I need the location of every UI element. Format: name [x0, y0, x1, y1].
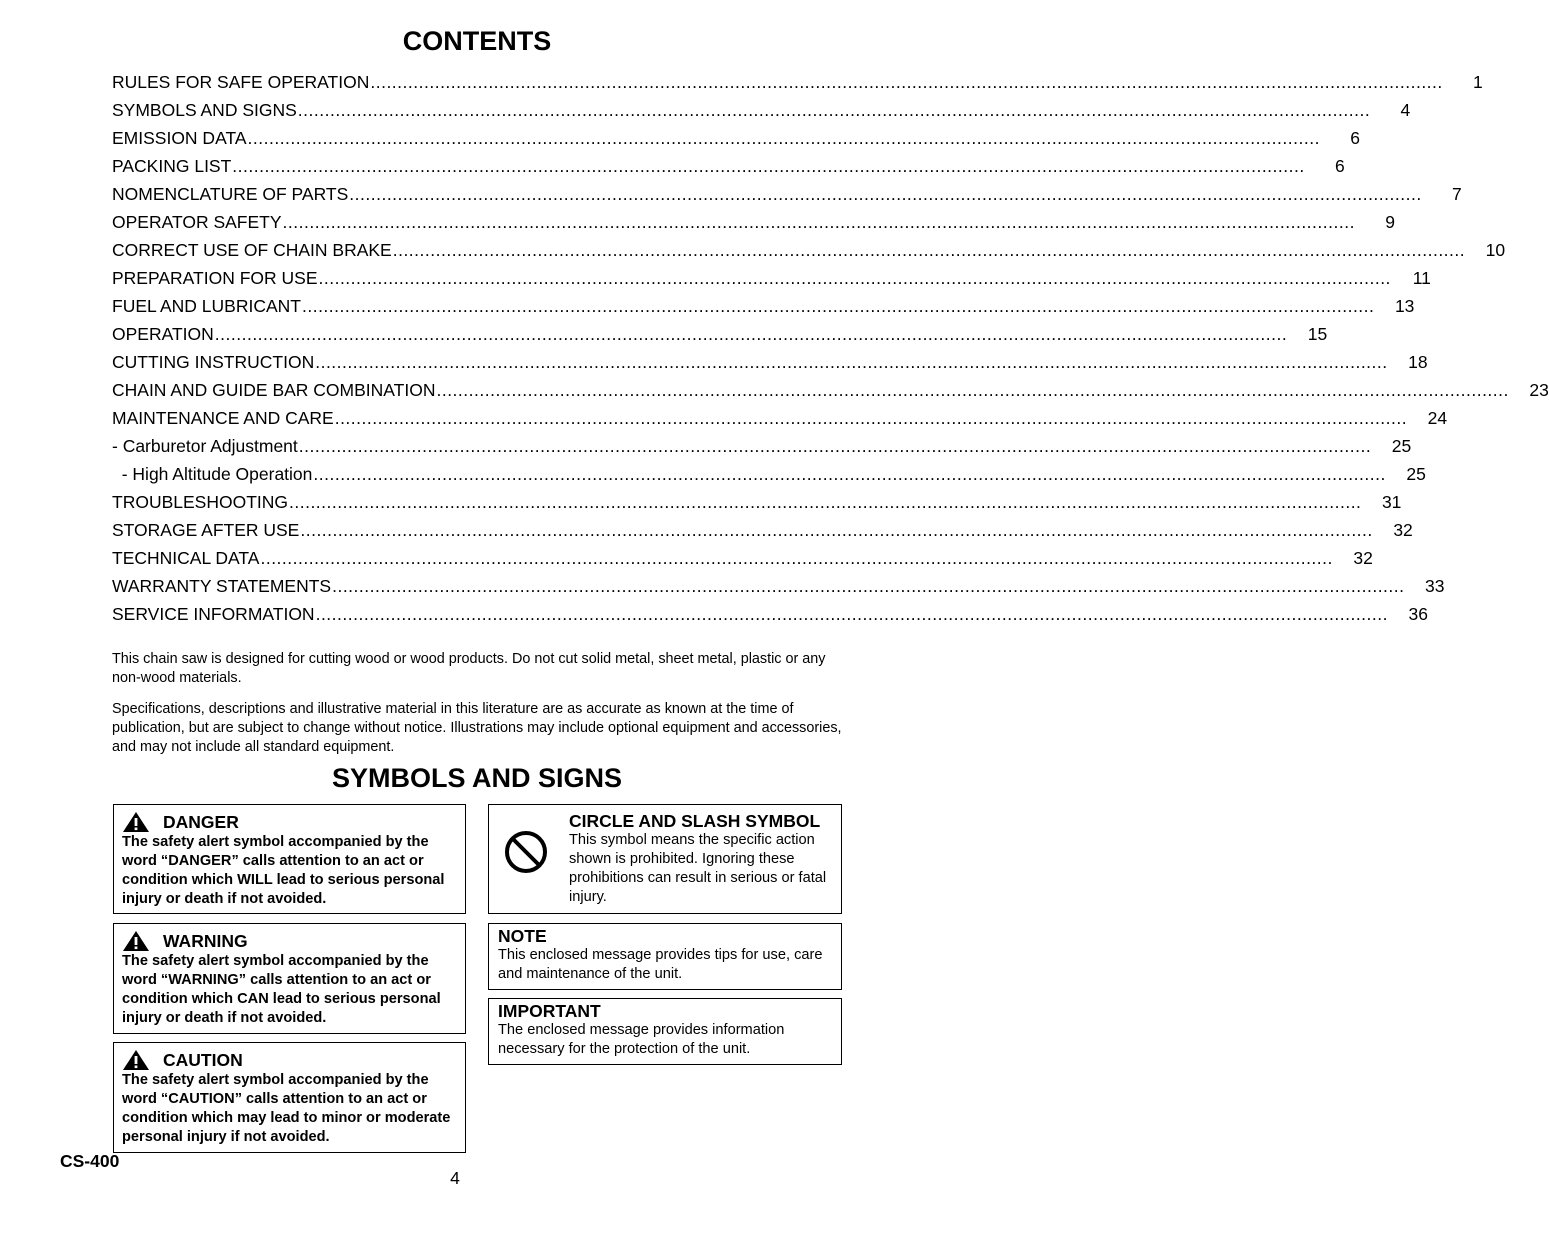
toc-entry-page: 15: [1307, 324, 1328, 344]
toc-entry: [112, 544, 1373, 572]
toc-entry-page: 32: [1353, 548, 1373, 568]
important-heading: IMPORTANT: [498, 1001, 601, 1021]
toc-entry: [112, 68, 1483, 96]
toc-entry: [112, 460, 1426, 488]
toc-leader-dots: ........................................................................................................................................................................................................: [392, 240, 1466, 260]
toc-entry: [112, 600, 1428, 628]
toc-entry-label: WARRANTY STATEMENTS: [112, 576, 332, 596]
model-label: CS-400: [60, 1151, 120, 1171]
toc-entry-page: 11: [1412, 268, 1431, 288]
toc-entry: [112, 208, 1395, 236]
toc-entry: [112, 152, 1345, 180]
toc-entry: [112, 572, 1445, 600]
toc-entry-label: TECHNICAL DATA: [112, 548, 260, 568]
toc-entry-page: 10: [1485, 240, 1506, 260]
toc-entry-page: 24: [1427, 408, 1448, 428]
toc-entry-page: 1: [1473, 72, 1483, 92]
note-text: This enclosed message provides tips for use, care and maintenance of the unit.: [498, 947, 823, 982]
warning-triangle-icon: [122, 811, 150, 833]
danger-header: [122, 811, 457, 833]
toc-entry-label: MAINTENANCE AND CARE: [112, 408, 334, 428]
toc-entry-label: SERVICE INFORMATION: [112, 604, 315, 624]
toc-leader-dots: ........................................................................................................................................................................................................: [315, 352, 1388, 372]
toc-leader-dots: ........................................................................................................................................................................................................: [370, 72, 1443, 92]
toc-entry-label: EMISSION DATA: [112, 128, 247, 148]
toc-entry-page: 31: [1381, 492, 1402, 512]
toc-leader-dots: ........................................................................................................................................................................................................: [247, 128, 1320, 148]
circle-slash-heading: CIRCLE AND SLASH SYMBOL: [569, 811, 821, 831]
toc-entry-label: - High Altitude Operation: [112, 464, 313, 484]
toc-entry: [112, 124, 1360, 152]
toc-entry: [112, 488, 1402, 516]
danger-text: The safety alert symbol accompanied by the word “DANGER” calls attention to an act or condition which WILL lead to serious personal injury or death if not avoided.: [122, 834, 445, 907]
caution-box: [113, 1042, 466, 1153]
toc-entry-label: CHAIN AND GUIDE BAR COMBINATION: [112, 380, 436, 400]
toc-entry-label: TROUBLESHOOTING: [112, 492, 288, 512]
toc-leader-dots: ........................................................................................................................................................................................................: [260, 548, 1333, 568]
toc-entry-page: 36: [1408, 604, 1428, 624]
warning-header: [122, 930, 457, 952]
prohibited-icon: [503, 829, 549, 875]
warning-triangle-icon: [122, 1049, 150, 1071]
danger-heading: DANGER: [163, 812, 239, 832]
toc-entry-page: 13: [1394, 296, 1415, 316]
toc-entry-label: STORAGE AFTER USE: [112, 520, 300, 540]
toc-entry-page: 23: [1529, 380, 1549, 400]
toc-entry-page: 18: [1408, 352, 1428, 372]
section-title: SYMBOLS AND SIGNS: [331, 763, 623, 793]
toc-entry: [112, 236, 1506, 264]
toc-leader-dots: ........................................................................................................................................................................................................: [298, 436, 1372, 456]
toc-leader-dots: ........................................................................................................................................................................................................: [297, 100, 1371, 120]
toc-entry-page: 25: [1406, 464, 1426, 484]
warning-triangle-icon: [122, 930, 150, 952]
toc-entry-label: PACKING LIST: [112, 156, 232, 176]
toc-entry: [112, 96, 1411, 124]
caution-heading: CAUTION: [163, 1050, 243, 1070]
toc-entry-label: OPERATOR SAFETY: [112, 212, 282, 232]
caution-header: [122, 1049, 457, 1071]
toc-leader-dots: ........................................................................................................................................................................................................: [300, 520, 1373, 540]
toc-leader-dots: ........................................................................................................................................................................................................: [332, 576, 1405, 596]
note-box: [488, 923, 842, 990]
important-box: [488, 998, 842, 1065]
toc-entry-label: SYMBOLS AND SIGNS: [112, 100, 297, 120]
toc-entry: [112, 348, 1428, 376]
danger-box: [113, 804, 466, 914]
circle-slash-text: This symbol means the specific action shown is prohibited. Ignoring these prohibitions can result in serious or fatal injury.: [569, 832, 827, 905]
warning-text: The safety alert symbol accompanied by the word “WARNING” calls attention to an act or condition which CAN lead to serious personal injury or death if not avoided.: [122, 953, 441, 1026]
page-title: CONTENTS: [402, 26, 552, 56]
warning-box: [113, 923, 466, 1034]
toc-entry-label: RULES FOR SAFE OPERATION: [112, 72, 370, 92]
toc-leader-dots: ........................................................................................................................................................................................................: [282, 212, 1355, 232]
toc-entry-page: 6: [1350, 128, 1360, 148]
toc-entry-label: NOMENCLATURE OF PARTS: [112, 184, 349, 204]
toc-leader-dots: ........................................................................................................................................................................................................: [214, 324, 1288, 344]
toc-entry-page: 6: [1334, 156, 1345, 176]
toc-entry: [112, 320, 1328, 348]
toc-entry-page: 33: [1425, 576, 1445, 596]
toc-entry-label: CORRECT USE OF CHAIN BRAKE: [112, 240, 392, 260]
table-of-contents: [112, 68, 1549, 628]
intro-paragraph: This chain saw is designed for cutting wood or wood products. Do not cut solid metal, sheet metal, plastic or any non-wood materials.: [112, 651, 826, 686]
specifications-paragraph: Specifications, descriptions and illustrative material in this literature are as accurate as known at the time of publication, but are subject to change without notice. Illustrations may include optional equipment and accessories, and may not include all standard equipment.: [112, 701, 842, 755]
toc-entry-page: 25: [1391, 436, 1412, 456]
caution-text: The safety alert symbol accompanied by the word “CAUTION” calls attention to an act or condition which may lead to minor or moderate personal injury if not avoided.: [122, 1072, 451, 1145]
toc-entry-label: - Carburetor Adjustment: [112, 436, 298, 456]
toc-entry-page: 32: [1393, 520, 1413, 540]
toc-leader-dots: ........................................................................................................................................................................................................: [349, 184, 1422, 204]
toc-entry: [112, 264, 1431, 292]
important-text: The enclosed message provides information necessary for the protection of the unit.: [498, 1022, 785, 1057]
toc-entry: [112, 292, 1415, 320]
toc-entry-page: 9: [1385, 212, 1395, 232]
toc-leader-dots: ........................................................................................................................................................................................................: [318, 268, 1391, 288]
toc-entry-label: PREPARATION FOR USE: [112, 268, 318, 288]
toc-leader-dots: ........................................................................................................................................................................................................: [313, 464, 1386, 484]
toc-leader-dots: ........................................................................................................................................................................................................: [232, 156, 1305, 176]
toc-entry-label: CUTTING INSTRUCTION: [112, 352, 315, 372]
toc-leader-dots: ........................................................................................................................................................................................................: [289, 492, 1362, 512]
warning-heading: WARNING: [163, 931, 248, 951]
toc-leader-dots: ........................................................................................................................................................................................................: [334, 408, 1408, 428]
circle-slash-box: [488, 804, 842, 914]
toc-entry-label: FUEL AND LUBRICANT: [112, 296, 301, 316]
toc-entry-label: OPERATION: [112, 324, 214, 344]
toc-leader-dots: ........................................................................................................................................................................................................: [315, 604, 1388, 624]
toc-leader-dots: ........................................................................................................................................................................................................: [301, 296, 1375, 316]
toc-entry: [112, 180, 1462, 208]
page-number: 4: [450, 1168, 460, 1188]
toc-entry: [112, 432, 1412, 460]
toc-entry-page: 7: [1451, 184, 1462, 204]
toc-entry-page: 4: [1400, 100, 1411, 120]
note-heading: NOTE: [498, 926, 547, 946]
toc-entry: [112, 376, 1549, 404]
toc-entry: [112, 404, 1448, 432]
toc-leader-dots: ........................................................................................................................................................................................................: [436, 380, 1509, 400]
toc-entry: [112, 516, 1413, 544]
